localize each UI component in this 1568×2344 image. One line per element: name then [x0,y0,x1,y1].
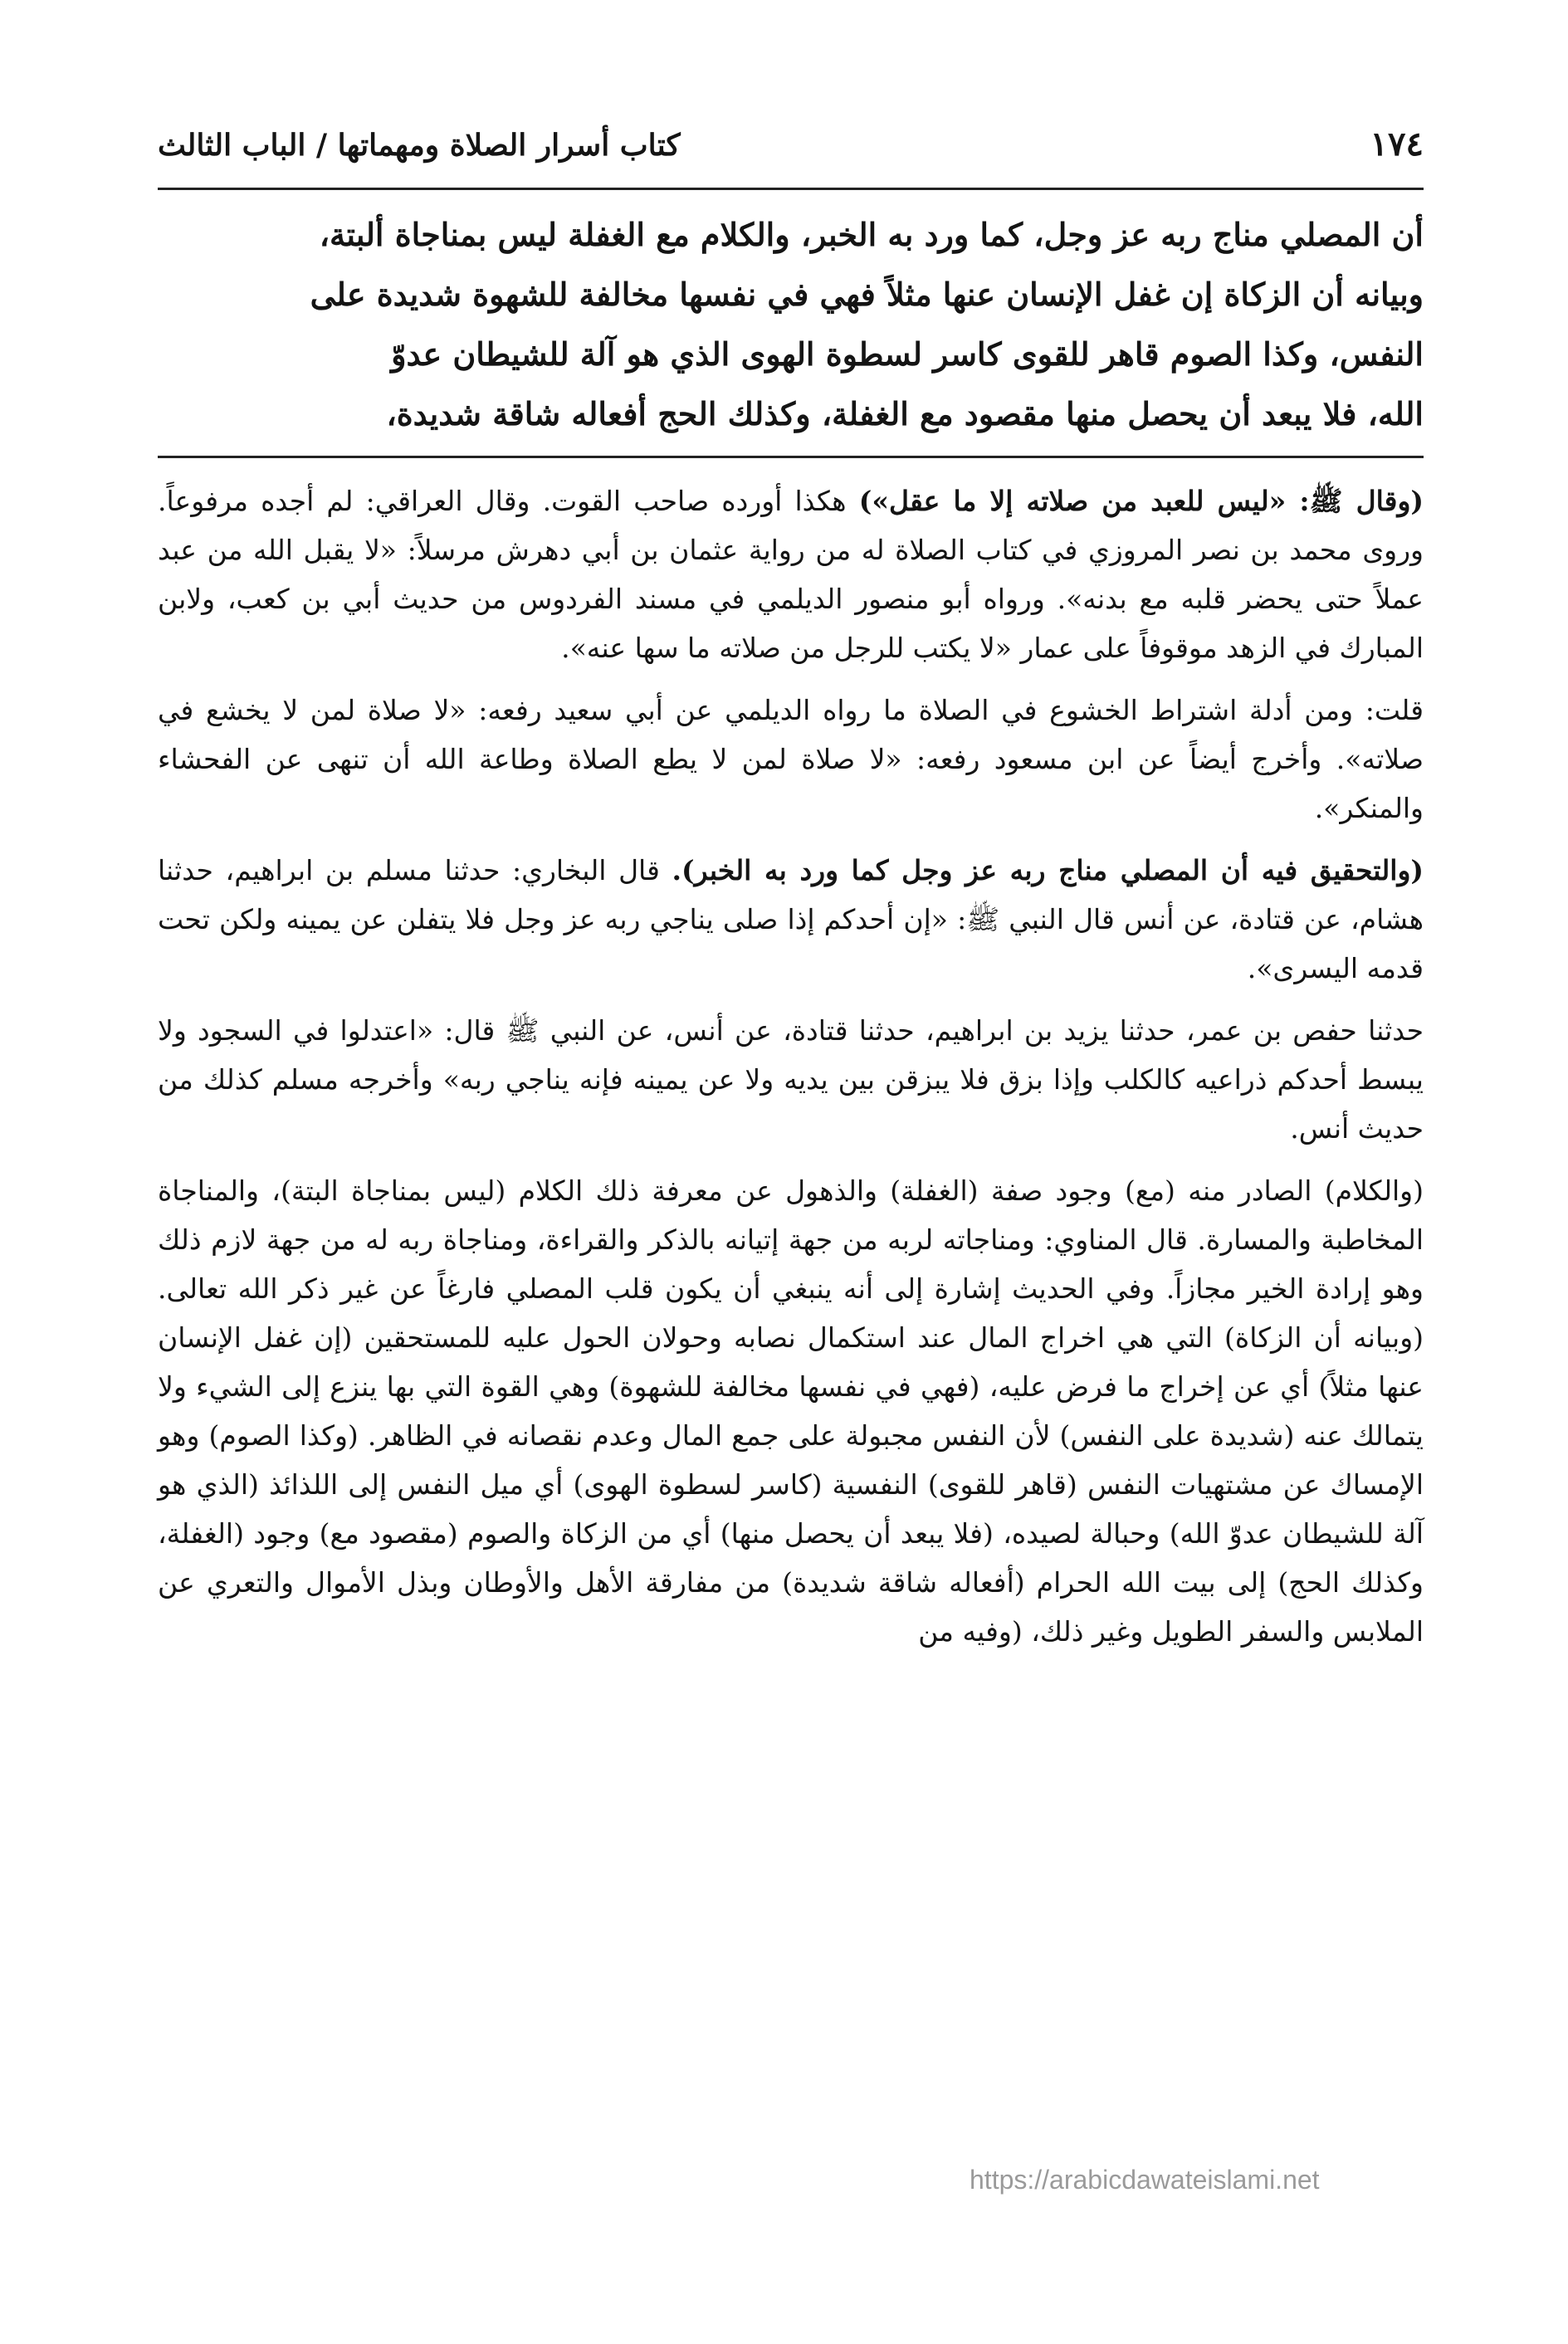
main-text-line: النفس، وكذا الصوم قاهر للقوى كاسر لسطوة الهوى الذي هو آلة للشيطان عدوّ [391,335,1424,373]
page-number: ١٧٤ [1370,125,1424,164]
quoted-matn: (والتحقيق فيه أن المصلي مناج ربه عز وجل كما ورد به الخبر). [672,854,1424,886]
page-header [158,125,1424,190]
watermark-url: https://arabicdawateislami.net [970,2165,1320,2195]
commentary-paragraph: حدثنا حفص بن عمر، حدثنا يزيد بن ابراهيم، حدثنا قتادة، عن أنس، عن النبي ﷺ قال: «اعتدلوا في السجود ولا يبسط أحدكم ذراعيه كالكلب وإذا بزق فلا يبزقن بين يديه ولا عن يمينه فإنه يناجي ربه» وأخرجه مسلم كذلك من حديث أنس. [158,1014,1424,1145]
separator-rule [158,456,1424,458]
main-text [158,205,1424,444]
commentary-paragraph: (والكلام) الصادر منه (مع) وجود صفة (الغفلة) والذهول عن معرفة ذلك الكلام (ليس بمناجاة البتة)، والمناجاة المخاطبة والمسارة. قال المناوي: ومناجاته لربه من جهة إتيانه بالذكر والقراءة، ومناجاة ربه له من جهة لازم ذلك وهو إرادة الخير مجازاً. وفي الحديث إشارة إلى أنه ينبغي أن يكون قلب المصلي فارغاً عن غير ذكر الله تعالى. (وبيانه أن الزكاة) التي هي اخراج المال عند استكمال نصابه وحولان الحول عليه للمستحقين (إن غفل الإنسان عنها مثلاً) أي عن إخراج ما فرض عليه، (فهي في نفسها مخالفة للشهوة) وهي القوة التي بها ينزع إلى الشيء ولا يتمالك عنه (شديدة على النفس) لأن النفس مجبولة على جمع المال وعدم نقصانه في الظاهر. (وكذا الصوم) وهو الإمساك عن مشتهيات النفس (قاهر للقوى) النفسية (كاسر لسطوة الهوى) أي ميل النفس إلى اللذائذ (الذي هو آلة للشيطان عدوّ الله) وحبالة لصيده، (فلا يبعد أن يحصل منها) أي من الزكاة والصوم (مقصود مع) وجود (الغفلة، وكذلك الحج) إلى بيت الله الحرام (أفعاله شاقة شديدة) من مفارقة الأهل والأوطان وبذل الأموال والتعري عن الملابس والسفر الطويل وغير ذلك، (وفيه من [158,1174,1424,1648]
main-text-line: الله، فلا يبعد أن يحصل منها مقصود مع الغفلة، وكذلك الحج أفعاله شاقة شديدة، [386,395,1424,432]
commentary-paragraph: قلت: ومن أدلة اشتراط الخشوع في الصلاة ما رواه الديلمي عن أبي سعيد رفعه: «لا صلاة لمن لا يخشع في صلاته». وأخرج أيضاً عن ابن مسعود رفعه: «لا صلاة لمن لا يطع الصلاة وطاعة الله أن تنهى عن الفحشاء والمنكر». [158,694,1424,824]
commentary-text: هكذا أورده صاحب القوت. وقال العراقي: لم أجده مرفوعاً. وروى محمد بن نصر المروزي في كتاب الصلاة له من رواية عثمان بن أبي دهرش مرسلاً: «لا يقبل الله من عبد عملاً حتى يحضر قلبه مع بدنه». ورواه أبو منصور الديلمي في مسند الفردوس من حديث أبي بن كعب، ولابن المبارك في الزهد موقوفاً على عمار «لا يكتب للرجل من صلاته ما سها عنه». [158,485,1424,664]
main-text-line: أن المصلي مناج ربه عز وجل، كما ورد به الخبر، والكلام مع الغفلة ليس بمناجاة ألبتة، [319,216,1424,253]
commentary-paragraph [158,476,1424,672]
running-title: كتاب أسرار الصلاة ومهماتها / الباب الثالث [158,128,681,163]
book-page [158,125,1424,2249]
main-text-line: وبيانه أن الزكاة إن غفل الإنسان عنها مثلاً فهي في نفسها مخالفة للشهوة شديدة على [310,276,1424,313]
commentary-paragraph [158,846,1424,993]
quoted-matn: (وقال ﷺ: «ليس للعبد من صلاته إلا ما عقل») [858,485,1424,517]
commentary-text: قال البخاري: حدثنا مسلم بن ابراهيم، حدثنا هشام، عن قتادة، عن أنس قال النبي ﷺ: «إن أحدكم إذا صلى يناجي ربه عز وجل فلا يتفلن عن يمينه ولكن تحت قدمه اليسرى». [158,854,1424,984]
commentary [158,476,1424,1656]
